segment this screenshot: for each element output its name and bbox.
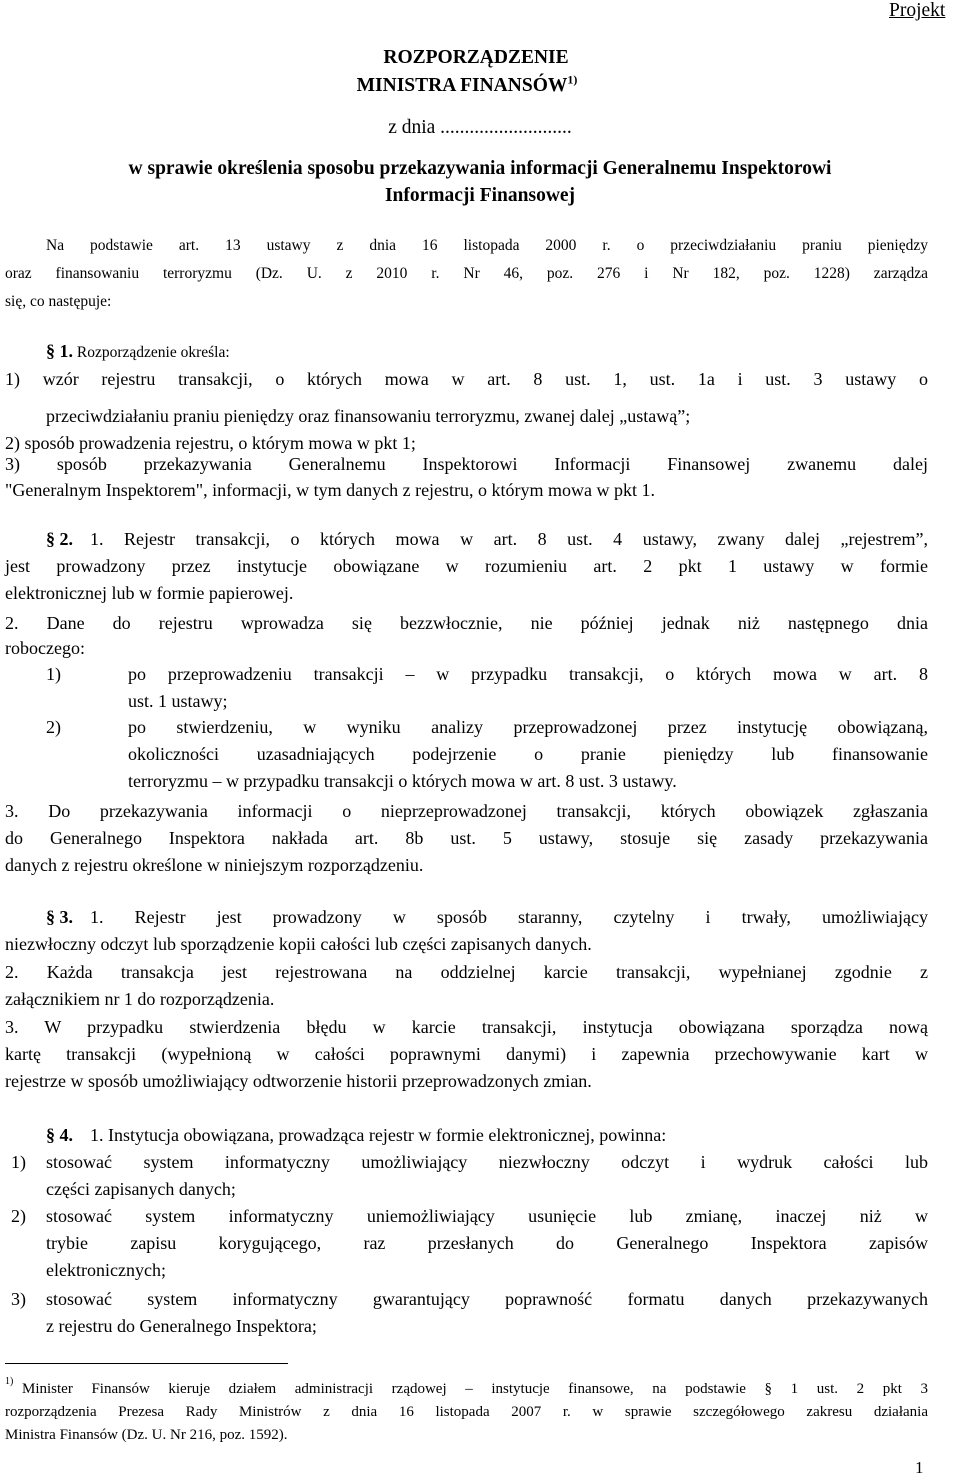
section-2-point-2-number: 2) xyxy=(46,717,61,737)
section-2-line-3: elektronicznej lub w formie papierowej. xyxy=(5,583,294,603)
section-2-point-2-line-1: po stwierdzeniu, w wyniku analizy przeprowadzonej przez instytucję obowiązaną, xyxy=(128,717,928,737)
title-subject-1: w sprawie określenia sposobu przekazywania informacji Generalnemu Inspektorowi xyxy=(128,158,832,179)
section-3-line-6: kartę transakcji (wypełnioną w całości poprawnymi danymi) i zapewnia przechowywanie kart w xyxy=(5,1044,928,1064)
footnote-line-2: rozporządzenia Prezesa Rady Ministrów z dnia 16 listopada 2007 r. w sprawie szczegółowego zakresu działania xyxy=(5,1404,928,1420)
section-2-point-2-line-2: okoliczności uzasadniających podejrzenie o pranie pieniędzy lub finansowanie xyxy=(128,744,928,764)
section-4-item-1-line-2: części zapisanych danych; xyxy=(46,1179,236,1199)
section-4-heading: § 4. xyxy=(46,1125,73,1145)
section-2-line-5: roboczego: xyxy=(5,638,85,658)
section-4-item-2-line-2: trybie zapisu korygującego, raz przesłanych do Generalnego Inspektora zapisów xyxy=(46,1233,928,1253)
section-2-line-1: 1. Rejestr transakcji, o których mowa w art. 8 ust. 4 ustawy, zwany dalej „rejestrem”, xyxy=(90,529,928,549)
section-2-line-8: danych z rejestru określone w niniejszym rozporządzeniu. xyxy=(5,855,424,875)
section-1-line-4: 3) sposób przekazywania Generalnemu Inspektorowi Informacji Finansowej zwanemu dalej xyxy=(5,454,928,474)
section-3-heading: § 3. xyxy=(46,907,73,927)
title-subject-2: Informacji Finansowej xyxy=(384,185,576,206)
section-2-point-1-line-1: po przeprowadzeniu transakcji – w przypadku transakcji, o których mowa w art. 8 xyxy=(128,664,928,684)
section-1-line-3: 2) sposób prowadzenia rejestru, o którym mowa w pkt 1; xyxy=(5,433,416,453)
section-3-line-7: rejestrze w sposób umożliwiający odtworzenie historii przeprowadzonych zmian. xyxy=(5,1071,592,1091)
footnote-line-3: Ministra Finansów (Dz. U. Nr 216, poz. 1592). xyxy=(5,1427,288,1443)
section-2-line-6: 3. Do przekazywania informacji o nieprzeprowadzonej transakcji, których obowiązek zgłaszania xyxy=(5,801,928,821)
section-4-line-1: 1. Instytucja obowiązana, prowadząca rejestr w formie elektronicznej, powinna: xyxy=(90,1125,667,1145)
title-line-1: ROZPORZĄDZENIE xyxy=(383,47,569,68)
section-4-item-1-line-1: stosować system informatyczny umożliwiający niezwłoczny odczyt i wydruk całości lub xyxy=(46,1152,928,1172)
section-3-line-2: niezwłoczny odczyt lub sporządzenie kopii całości lub części zapisanych danych. xyxy=(5,934,592,954)
section-1-heading: § 1. Rozporządzenie określa: xyxy=(46,341,230,361)
section-3-line-3: 2. Każda transakcja jest rejestrowana na oddzielnej karcie transakcji, wypełnianej zgodnie z xyxy=(5,962,928,982)
section-2-line-4: 2. Dane do rejestru wprowadza się bezzwłocznie, nie później jednak niż następnego dnia xyxy=(5,613,928,633)
section-2-line-7: do Generalnego Inspektora nakłada art. 8b ust. 5 ustawy, stosuje się zasady przekazywania xyxy=(5,828,928,848)
section-1-line-2: przeciwdziałaniu praniu pieniędzy oraz finansowaniu terroryzmu, zwanej dalej „ustawą”; xyxy=(46,406,691,426)
section-4-item-2-line-3: elektronicznych; xyxy=(46,1260,166,1280)
preamble-line-1: Na podstawie art. 13 ustawy z dnia 16 listopada 2000 r. o przeciwdziałaniu praniu pieniędzy xyxy=(46,237,928,254)
section-4-item-2-line-1: stosować system informatyczny uniemożliwiający usunięcie lub zmianę, inaczej niż w xyxy=(46,1206,928,1226)
footnote-ref: 1) xyxy=(5,1376,14,1387)
title-line-2: MINISTRA FINANSÓW$^{1)}$ xyxy=(356,72,578,96)
section-3-line-1: 1. Rejestr jest prowadzony w sposób staranny, czytelny i trwały, umożliwiający xyxy=(90,907,928,927)
section-3-line-5: 3. W przypadku stwierdzenia błędu w karcie transakcji, instytucja obowiązana sporządza nową xyxy=(5,1017,928,1037)
section-2-line-2: jest prowadzony przez instytucje obowiązane w rozumieniu art. 2 pkt 1 ustawy w formie xyxy=(5,556,928,576)
section-2-point-1-line-2: ust. 1 ustawy; xyxy=(128,691,228,711)
page-number: 1 xyxy=(915,1458,924,1477)
section-1-line-5: "Generalnym Inspektorem", informacji, w tym danych z rejestru, o którym mowa w pkt 1. xyxy=(5,480,656,500)
section-2-point-1-number: 1) xyxy=(46,664,61,684)
section-4-item-1-number: 1) xyxy=(11,1152,26,1172)
section-4-item-2-number: 2) xyxy=(11,1206,26,1226)
section-4-item-3-number: 3) xyxy=(11,1289,26,1309)
footnote-separator xyxy=(5,1363,288,1364)
footnote-line-1: Minister Finansów kieruje działem administracji rządowej – instytucje finansowe, na podstawie § 1 ust. 2 pkt 3 xyxy=(22,1381,928,1397)
preamble-line-2: oraz finansowaniu terroryzmu (Dz. U. z 2010 r. Nr 46, poz. 276 i Nr 182, poz. 1228) zarządza xyxy=(5,265,928,282)
section-4-item-3-line-2: z rejestru do Generalnego Inspektora; xyxy=(46,1316,317,1336)
section-3-line-4: załącznikiem nr 1 do rozporządzenia. xyxy=(5,989,275,1009)
section-2-heading: § 2. xyxy=(46,529,73,549)
section-4-item-3-line-1: stosować system informatyczny gwarantujący poprawność formatu danych przekazywanych xyxy=(46,1289,928,1309)
title-date: z dnia ........................... xyxy=(388,117,572,138)
section-1-line-1: 1) wzór rejestru transakcji, o których mowa w art. 8 ust. 1, ust. 1a i ust. 3 ustawy o xyxy=(5,369,928,389)
preamble-line-3: się, co następuje: xyxy=(5,293,112,310)
section-2-point-2-line-3: terroryzmu – w przypadku transakcji o których mowa w art. 8 ust. 3 ustawy. xyxy=(128,771,677,791)
projekt-label: Projekt xyxy=(889,0,946,21)
